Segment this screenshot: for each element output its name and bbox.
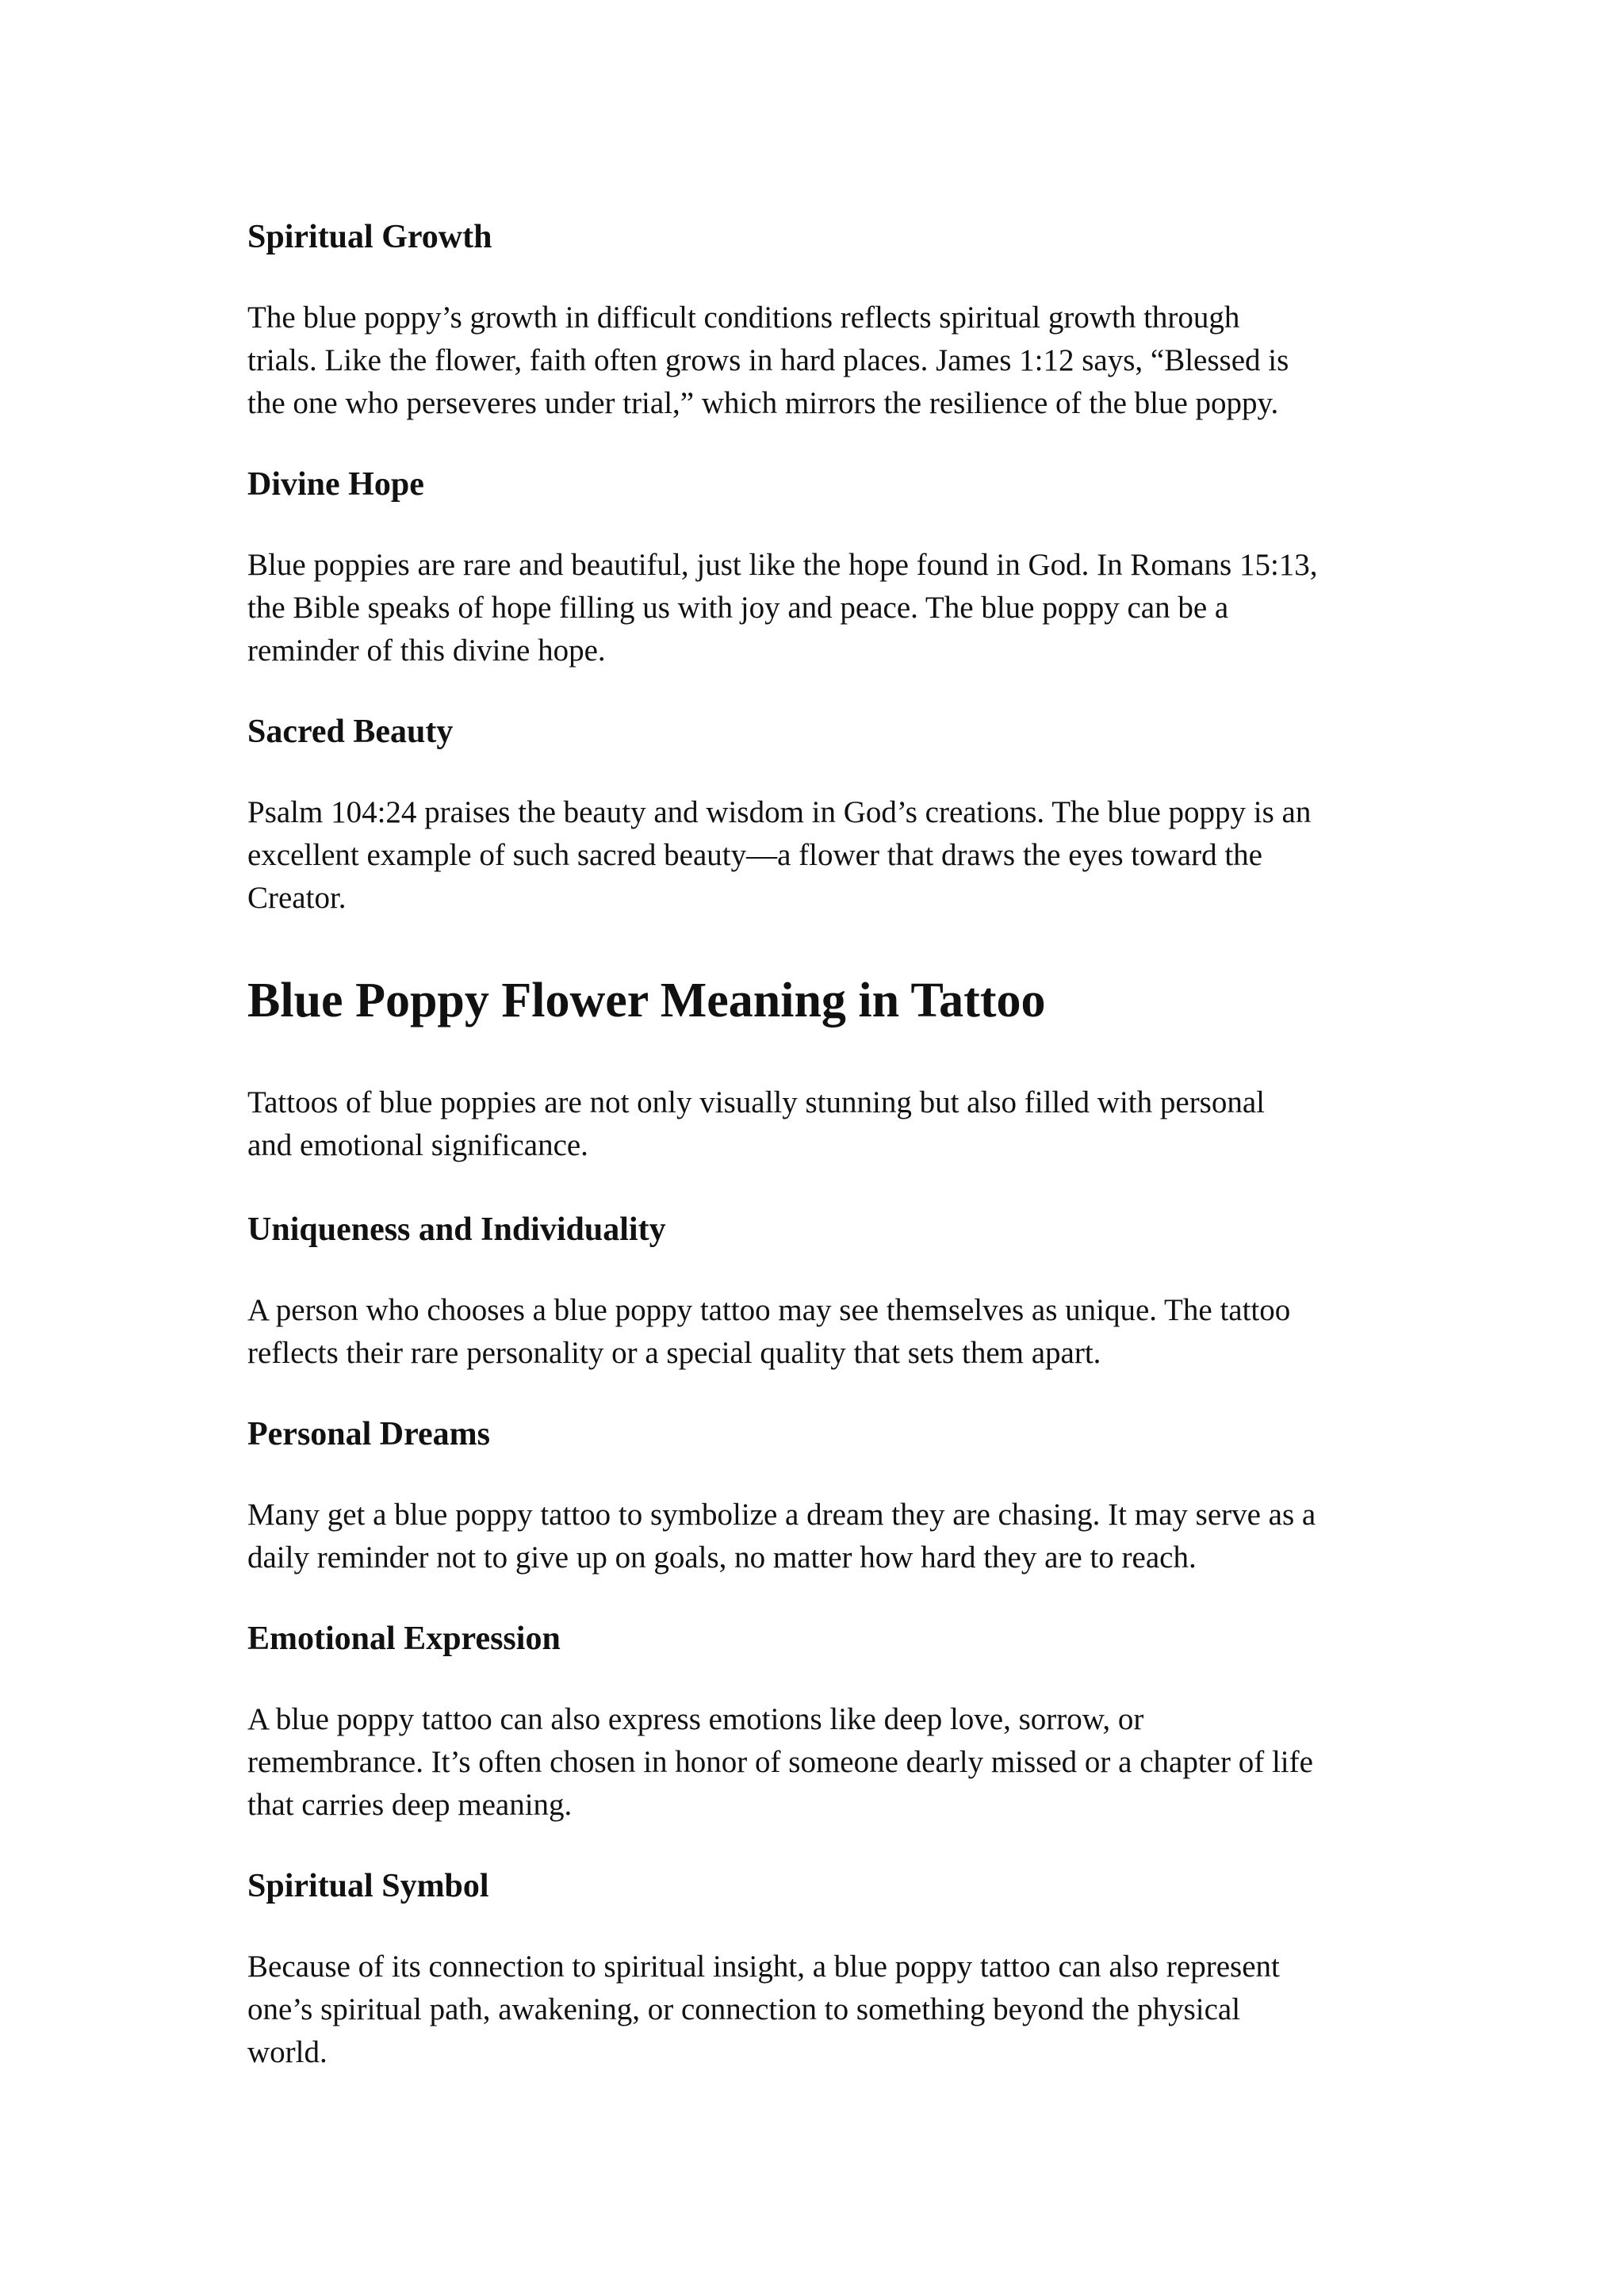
section-heading-emotional-expression: Emotional Expression — [247, 1621, 561, 1657]
section-paragraph-emotional-expression — [247, 1698, 1397, 1827]
paragraph-line: Because of its connection to spiritual insight, a blue poppy tattoo can also represent — [247, 1950, 1280, 1984]
section-heading-spiritual-symbol: Spiritual Symbol — [247, 1868, 489, 1904]
paragraph-line: Blue poppies are rare and beautiful, just like the hope found in God. In Romans 15:13, — [247, 548, 1318, 582]
section-heading-sacred-beauty: Sacred Beauty — [247, 714, 454, 750]
paragraph-line: excellent example of such sacred beauty—a flower that draws the eyes toward the — [247, 838, 1262, 872]
paragraph-line: and emotional significance. — [247, 1128, 588, 1162]
paragraph-line: the one who perseveres under trial,” which mirrors the resilience of the blue poppy. — [247, 386, 1279, 420]
paragraph-line: A blue poppy tattoo can also express emotions like deep love, sorrow, or — [247, 1702, 1144, 1736]
tattoo-intro-paragraph — [247, 1081, 1397, 1167]
section-heading-divine-hope: Divine Hope — [247, 466, 424, 503]
paragraph-line: one’s spiritual path, awakening, or connection to something beyond the physical — [247, 1992, 1241, 2026]
paragraph-line: Creator. — [247, 881, 347, 915]
paragraph-line: the Bible speaks of hope filling us with joy and peace. The blue poppy can be a — [247, 591, 1229, 625]
paragraph-line: trials. Like the flower, faith often grows in hard places. James 1:12 says, “Blessed is — [247, 343, 1289, 377]
section-paragraph-personal-dreams — [247, 1494, 1397, 1579]
paragraph-line: reflects their rare personality or a special quality that sets them apart. — [247, 1336, 1101, 1370]
paragraph-line: that carries deep meaning. — [247, 1788, 573, 1822]
paragraph-line: world. — [247, 2035, 327, 2069]
section-heading-uniqueness: Uniqueness and Individuality — [247, 1211, 666, 1248]
section-paragraph-spiritual-symbol — [247, 1946, 1397, 2074]
paragraph-line: The blue poppy’s growth in difficult conditions reflects spiritual growth through — [247, 300, 1240, 335]
paragraph-line: daily reminder not to give up on goals, no matter how hard they are to reach. — [247, 1540, 1197, 1575]
paragraph-line: Psalm 104:24 praises the beauty and wisdom in God’s creations. The blue poppy is an — [247, 795, 1312, 829]
paragraph-line: Many get a blue poppy tattoo to symbolize a dream they are chasing. It may serve as a — [247, 1498, 1316, 1532]
paragraph-line: Tattoos of blue poppies are not only visually stunning but also filled with personal — [247, 1085, 1266, 1119]
paragraph-line: reminder of this divine hope. — [247, 633, 606, 668]
section-heading-personal-dreams: Personal Dreams — [247, 1416, 490, 1452]
section-paragraph-divine-hope — [247, 544, 1397, 672]
paragraph-line: remembrance. It’s often chosen in honor of someone dearly missed or a chapter of life — [247, 1745, 1313, 1779]
paragraph-line: A person who chooses a blue poppy tattoo may see themselves as unique. The tattoo — [247, 1293, 1291, 1327]
section-heading-spiritual-growth: Spiritual Growth — [247, 219, 492, 255]
section-paragraph-sacred-beauty — [247, 791, 1397, 920]
section-paragraph-uniqueness — [247, 1289, 1397, 1375]
tattoo-section-title: Blue Poppy Flower Meaning in Tattoo — [247, 974, 1046, 1027]
section-paragraph-spiritual-growth — [247, 297, 1397, 425]
